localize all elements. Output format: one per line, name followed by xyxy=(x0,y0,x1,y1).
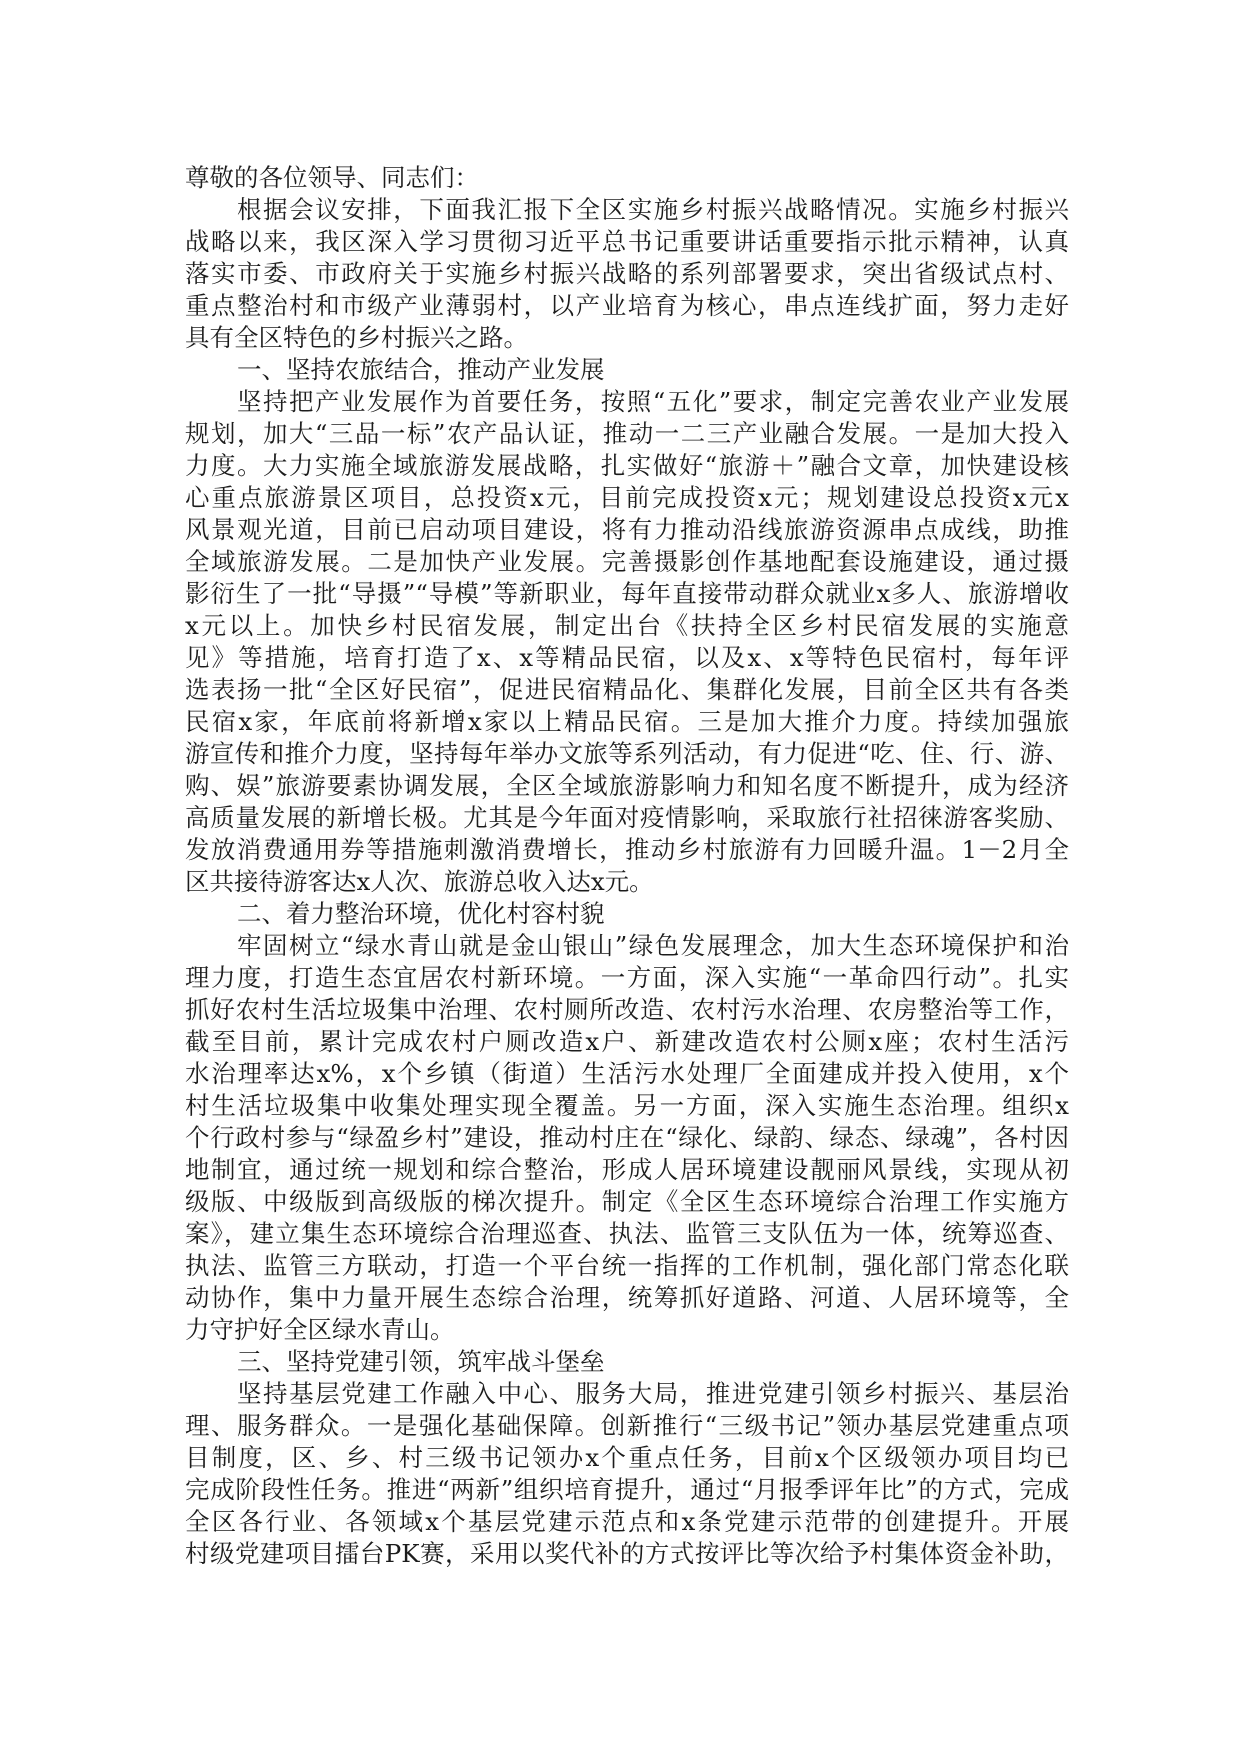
text-line: 理、服务群众。一是强化基础保障。创新推行“三级书记”领办基层党建重点项 xyxy=(185,1411,1069,1440)
text-line: 地制宜，通过统一规划和综合整治，形成人居环境建设靓丽风景线，实现从初 xyxy=(185,1155,1069,1184)
text-line: 全区各行业、各领域x个基层党建示范点和x条党建示范带的创建提升。开展 xyxy=(185,1507,1069,1536)
text-line: 水治理率达x%，x个乡镇（街道）生活污水处理厂全面建成并投入使用，x个 xyxy=(185,1059,1069,1088)
text-line: x元以上。加快乡村民宿发展，制定出台《扶持全区乡村民宿发展的实施意 xyxy=(185,611,1069,640)
document-page xyxy=(185,162,1069,1570)
text-line: 选表扬一批“全区好民宿”，促进民宿精品化、集群化发展，目前全区共有各类 xyxy=(185,675,1069,704)
text-line: 重点整治村和市级产业薄弱村，以产业培育为核心，串点连线扩面，努力走好 xyxy=(185,291,1069,320)
text-line: 规划，加大“三品一标”农产品认证，推动一二三产业融合发展。一是加大投入 xyxy=(185,419,1069,448)
text-line: 动协作，集中力量开展生态综合治理，统筹抓好道路、河道、人居环境等，全 xyxy=(185,1283,1069,1312)
text-line: 坚持基层党建工作融入中心、服务大局，推进党建引领乡村振兴、基层治 xyxy=(237,1379,1069,1408)
text-line: 完成阶段性任务。推进“两新”组织培育提升，通过“月报季评年比”的方式，完成 xyxy=(185,1475,1069,1504)
text-line: 力守护好全区绿水青山。 xyxy=(185,1315,455,1344)
section-agri-tourism xyxy=(185,354,1069,898)
text-line: 高质量发展的新增长极。尤其是今年面对疫情影响，采取旅行社招徕游客奖励、 xyxy=(185,803,1069,832)
text-line: 影衍生了一批“导摄”“导模”等新职业，每年直接带动群众就业x多人、旅游增收 xyxy=(185,579,1069,608)
section-party-building xyxy=(185,1346,1069,1570)
salutation: 尊敬的各位领导、同志们： xyxy=(185,163,479,192)
text-line: 坚持把产业发展作为首要任务，按照“五化”要求，制定完善农业产业发展 xyxy=(237,387,1069,416)
text-line: 截至目前，累计完成农村户厕改造x户、新建改造农村公厕x座；农村生活污 xyxy=(185,1027,1069,1056)
text-line: 全域旅游发展。二是加快产业发展。完善摄影创作基地配套设施建设，通过摄 xyxy=(185,547,1069,576)
text-line: 个行政村参与“绿盈乡村”建设，推动村庄在“绿化、绿韵、绿态、绿魂”，各村因 xyxy=(185,1123,1069,1152)
text-line: 心重点旅游景区项目，总投资x元，目前完成投资x元；规划建设总投资x元x xyxy=(185,483,1069,512)
text-line: 游宣传和推介力度，坚持每年举办文旅等系列活动，有力促进“吃、住、行、游、 xyxy=(185,739,1069,768)
text-line: 级版、中级版到高级版的梯次提升。制定《全区生态环境综合治理工作实施方 xyxy=(185,1187,1069,1216)
section-heading: 二、着力整治环境，优化村容村貌 xyxy=(237,899,605,928)
section-heading: 一、坚持农旅结合，推动产业发展 xyxy=(237,355,605,384)
text-line: 案》，建立集生态环境综合治理巡查、执法、监管三支队伍为一体，统筹巡查、 xyxy=(185,1219,1069,1248)
text-line: 落实市委、市政府关于实施乡村振兴战略的系列部署要求，突出省级试点村、 xyxy=(185,259,1069,288)
text-line: 根据会议安排，下面我汇报下全区实施乡村振兴战略情况。实施乡村振兴 xyxy=(237,195,1069,224)
text-line: 区共接待游客达x人次、旅游总收入达x元。 xyxy=(185,867,654,896)
text-line: 村生活垃圾集中收集处理实现全覆盖。另一方面，深入实施生态治理。组织x xyxy=(185,1091,1069,1120)
text-line: 具有全区特色的乡村振兴之路。 xyxy=(185,323,528,352)
intro-paragraph xyxy=(185,194,1069,354)
text-line: 牢固树立“绿水青山就是金山银山”绿色发展理念，加大生态环境保护和治 xyxy=(237,931,1069,960)
text-line: 力度。大力实施全域旅游发展战略，扎实做好“旅游＋”融合文章，加快建设核 xyxy=(185,451,1069,480)
text-line: 风景观光道，目前已启动项目建设，将有力推动沿线旅游资源串点成线，助推 xyxy=(185,515,1069,544)
text-line: 购、娱”旅游要素协调发展，全区全域旅游影响力和知名度不断提升，成为经济 xyxy=(185,771,1069,800)
text-line: 民宿x家，年底前将新增x家以上精品民宿。三是加大推介力度。持续加强旅 xyxy=(185,707,1069,736)
text-line: 战略以来，我区深入学习贯彻习近平总书记重要讲话重要指示批示精神，认真 xyxy=(185,227,1069,256)
text-line: 见》等措施，培育打造了x、x等精品民宿，以及x、x等特色民宿村，每年评 xyxy=(185,643,1069,672)
section-heading: 三、坚持党建引领，筑牢战斗堡垒 xyxy=(237,1347,605,1376)
text-line: 村级党建项目擂台PK赛，采用以奖代补的方式按评比等次给予村集体资金补助， xyxy=(185,1539,1069,1568)
text-line: 目制度，区、乡、村三级书记领办x个重点任务，目前x个区级领办项目均已 xyxy=(185,1443,1069,1472)
section-environment xyxy=(185,898,1069,1346)
text-line: 理力度，打造生态宜居农村新环境。一方面，深入实施“一革命四行动”。扎实 xyxy=(185,963,1069,992)
text-line: 抓好农村生活垃圾集中治理、农村厕所改造、农村污水治理、农房整治等工作， xyxy=(185,995,1069,1024)
text-line: 执法、监管三方联动，打造一个平台统一指挥的工作机制，强化部门常态化联 xyxy=(185,1251,1069,1280)
text-line: 发放消费通用券等措施刺激消费增长，推动乡村旅游有力回暖升温。1－2月全 xyxy=(185,835,1069,864)
